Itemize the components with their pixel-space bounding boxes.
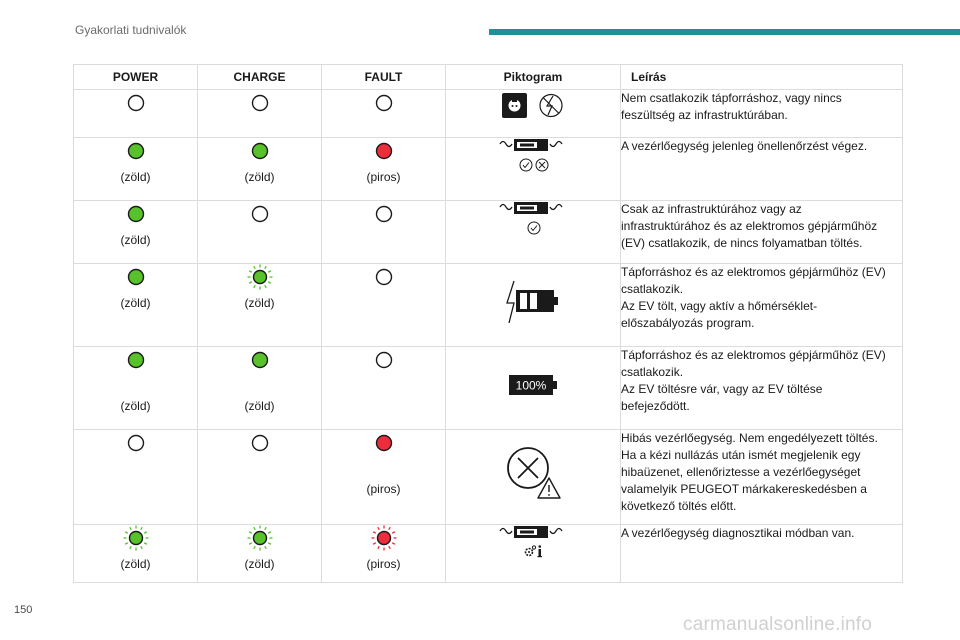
page-number: 150 (14, 604, 33, 616)
led-off-icon (371, 201, 397, 227)
description-cell (621, 525, 903, 583)
led-blink-ray (264, 546, 266, 549)
table-row (74, 138, 903, 201)
description-line: A vezérlőegység diagnosztikai módban van. (621, 526, 855, 540)
led-lamp (252, 96, 267, 111)
fault-led-cell (322, 430, 446, 525)
pictogram-cell (446, 347, 621, 430)
description-line: befejeződött. (621, 399, 690, 413)
led-blink-ray (373, 532, 376, 534)
led-indicator (74, 264, 197, 290)
led-blink-ray (140, 546, 142, 549)
table-header-row (74, 65, 903, 90)
power-led-cell (74, 525, 198, 583)
led-off-icon (123, 430, 149, 456)
pictogram-cell (446, 138, 621, 201)
description-line: Az EV tölt, vagy aktív a hőmérséklet- (621, 299, 818, 313)
led-blink-ray (268, 282, 271, 284)
description-line: Hibás vezérlőegység. Nem engedélyezett töltés. (621, 431, 878, 445)
led-off-icon (247, 201, 273, 227)
led-indicator (198, 90, 321, 116)
led-color-label: (zöld) (244, 557, 275, 571)
led-off-icon (123, 90, 149, 116)
led-indicator (322, 201, 445, 227)
led-indicator (198, 264, 321, 290)
table-row (74, 264, 903, 347)
led-indicator (198, 525, 321, 551)
fault-led-cell (322, 201, 446, 264)
table-row (74, 347, 903, 430)
description-line: Tápforráshoz és az elektromos gépjárműhöz (EV) (621, 348, 886, 362)
led-on-green-icon (123, 138, 149, 164)
pictogram-cell (446, 201, 621, 264)
pictogram-cell (446, 525, 621, 583)
led-indicator (74, 525, 197, 551)
led-indicator (74, 138, 197, 164)
led-on-red-icon (371, 138, 397, 164)
charge-led-cell (198, 525, 322, 583)
led-blink-ray (264, 527, 266, 530)
column-header-power: POWER (74, 65, 198, 90)
led-off-icon (247, 90, 273, 116)
header-accent-bar (489, 29, 960, 35)
description-line: előszabályozás program. (621, 316, 755, 330)
led-lamp (376, 96, 391, 111)
description-line: Nem csatlakozik tápforráshoz, vagy nincs (621, 91, 842, 105)
led-indicator (322, 138, 445, 164)
connected-check-icon (498, 201, 568, 237)
led-blinking-red-icon (371, 525, 397, 551)
led-color-label: (piros) (366, 557, 401, 571)
led-status-table (73, 64, 903, 583)
fault-cross-warning-icon (502, 444, 564, 502)
led-blink-ray (268, 271, 271, 273)
fault-led-cell (322, 525, 446, 583)
led-indicator (322, 430, 445, 456)
power-led-cell (74, 264, 198, 347)
led-lamp (377, 532, 390, 545)
no-power-plug-lightning-icon (501, 90, 565, 122)
power-led-cell (74, 347, 198, 430)
pictogram-cell (446, 90, 621, 138)
led-blink-ray (129, 527, 131, 530)
led-lamp (253, 532, 266, 545)
led-blink-ray (268, 532, 271, 534)
description-cell (621, 201, 903, 264)
led-blink-ray (253, 266, 255, 269)
description-line: Ha a kézi nullázás után ismét megjelenik egy (621, 448, 861, 462)
led-on-green-icon (123, 264, 149, 290)
led-color-label: (zöld) (244, 296, 275, 310)
table-row (74, 201, 903, 264)
description-line: Az EV töltésre vár, vagy az EV töltése (621, 382, 823, 396)
led-lamp (253, 271, 266, 284)
led-indicator (198, 347, 321, 373)
description-line: Csak az infrastruktúrához vagy az (621, 202, 802, 216)
led-blink-ray (125, 532, 128, 534)
led-on-green-icon (247, 347, 273, 373)
led-on-green-icon (247, 138, 273, 164)
power-led-cell (74, 201, 198, 264)
led-indicator (198, 430, 321, 456)
led-lamp (376, 270, 391, 285)
led-blink-ray (249, 532, 252, 534)
led-lamp (128, 144, 143, 159)
led-lamp (252, 353, 267, 368)
led-blink-ray (249, 271, 252, 273)
led-lamp (128, 436, 143, 451)
led-lamp (128, 353, 143, 368)
led-color-label: (zöld) (244, 170, 275, 184)
led-lamp (376, 144, 391, 159)
led-lamp (252, 207, 267, 222)
fault-led-cell (322, 347, 446, 430)
charge-led-cell (198, 264, 322, 347)
led-blink-ray (388, 546, 390, 549)
led-blink-ray (253, 285, 255, 288)
description-line: feszültség az infrastruktúrában. (621, 108, 788, 122)
column-header-description: Leírás (621, 65, 903, 90)
charge-led-cell (198, 430, 322, 525)
power-led-cell (74, 138, 198, 201)
charge-led-cell (198, 347, 322, 430)
led-indicator (198, 201, 321, 227)
led-indicator (74, 201, 197, 227)
led-on-red-icon (371, 430, 397, 456)
led-blink-ray (377, 546, 379, 549)
description-cell (621, 347, 903, 430)
led-indicator (322, 525, 445, 551)
led-color-label: (zöld) (120, 399, 151, 413)
led-color-label: (zöld) (120, 233, 151, 247)
led-off-icon (371, 90, 397, 116)
led-blink-ray (264, 266, 266, 269)
led-indicator (74, 90, 197, 116)
self-test-check-cross-icon (498, 138, 568, 174)
fault-led-cell (322, 138, 446, 201)
description-cell (621, 264, 903, 347)
power-led-cell (74, 430, 198, 525)
led-color-label: (zöld) (244, 399, 275, 413)
led-blink-ray (129, 546, 131, 549)
led-lamp (129, 532, 142, 545)
battery-percent-text: 100% (515, 378, 547, 393)
led-lamp (376, 436, 391, 451)
table-row (74, 430, 903, 525)
led-blink-ray (392, 543, 395, 545)
table-row (74, 525, 903, 583)
led-lamp (128, 270, 143, 285)
description-cell (621, 90, 903, 138)
description-cell (621, 430, 903, 525)
led-lamp (252, 436, 267, 451)
led-blink-ray (253, 546, 255, 549)
description-line: hibaüzenet, ellenőriztesse a vezérlőegységet (621, 465, 861, 479)
led-indicator (74, 347, 197, 373)
pictogram-cell (446, 264, 621, 347)
description-line: valamelyik PEUGEOT márkakereskedésben a (621, 482, 867, 496)
led-on-green-icon (123, 201, 149, 227)
led-off-icon (371, 264, 397, 290)
led-blinking-green-icon (123, 525, 149, 551)
description-line: Tápforráshoz és az elektromos gépjárműhöz (EV) (621, 265, 886, 279)
led-blink-ray (249, 543, 252, 545)
fault-led-cell (322, 90, 446, 138)
led-blink-ray (377, 527, 379, 530)
power-led-cell (74, 90, 198, 138)
led-blink-ray (144, 543, 147, 545)
led-blink-ray (253, 527, 255, 530)
description-line: (EV) csatlakozik, de nincs folyamatban töltés. (621, 236, 863, 250)
led-color-label: (piros) (366, 482, 401, 496)
diagnostic-mode-icon (498, 525, 568, 561)
led-blinking-green-icon (247, 525, 273, 551)
led-indicator (198, 138, 321, 164)
charge-led-cell (198, 201, 322, 264)
led-blink-ray (249, 282, 252, 284)
led-lamp (376, 207, 391, 222)
description-line: infrastruktúrához és az elektromos gépjárműhöz (621, 219, 878, 233)
led-blink-ray (388, 527, 390, 530)
led-blink-ray (373, 543, 376, 545)
led-blink-ray (144, 532, 147, 534)
section-title: Gyakorlati tudnivalók (75, 23, 187, 37)
pictogram-cell (446, 430, 621, 525)
led-color-label: (zöld) (120, 557, 151, 571)
led-lamp (252, 144, 267, 159)
led-blink-ray (392, 532, 395, 534)
led-color-label: (zöld) (120, 296, 151, 310)
led-on-green-icon (123, 347, 149, 373)
column-header-fault: FAULT (322, 65, 446, 90)
led-indicator (322, 347, 445, 373)
led-indicator (322, 264, 445, 290)
led-lamp (128, 96, 143, 111)
led-color-label: (piros) (366, 170, 401, 184)
description-cell (621, 138, 903, 201)
watermark: carmanualsonline.info (683, 614, 873, 635)
battery-charging-icon (503, 280, 563, 324)
table-row (74, 90, 903, 138)
led-lamp (128, 207, 143, 222)
column-header-pictogram: Piktogram (446, 65, 621, 90)
led-color-label: (zöld) (120, 170, 151, 184)
charge-led-cell (198, 138, 322, 201)
charge-led-cell (198, 90, 322, 138)
led-blink-ray (268, 543, 271, 545)
led-indicator (322, 90, 445, 116)
description-line: csatlakozik. (621, 365, 684, 379)
fault-led-cell (322, 264, 446, 347)
led-off-icon (371, 347, 397, 373)
description-line: A vezérlőegység jelenleg önellenőrzést végez. (621, 139, 868, 153)
led-blink-ray (140, 527, 142, 530)
led-off-icon (247, 430, 273, 456)
led-lamp (376, 353, 391, 368)
column-header-charge: CHARGE (198, 65, 322, 90)
description-line: következő töltés előtt. (621, 499, 737, 513)
led-blinking-green-icon (247, 264, 273, 290)
led-indicator (74, 430, 197, 456)
led-blink-ray (125, 543, 128, 545)
battery-full-icon (507, 373, 559, 397)
description-line: csatlakozik. (621, 282, 684, 296)
led-blink-ray (264, 285, 266, 288)
